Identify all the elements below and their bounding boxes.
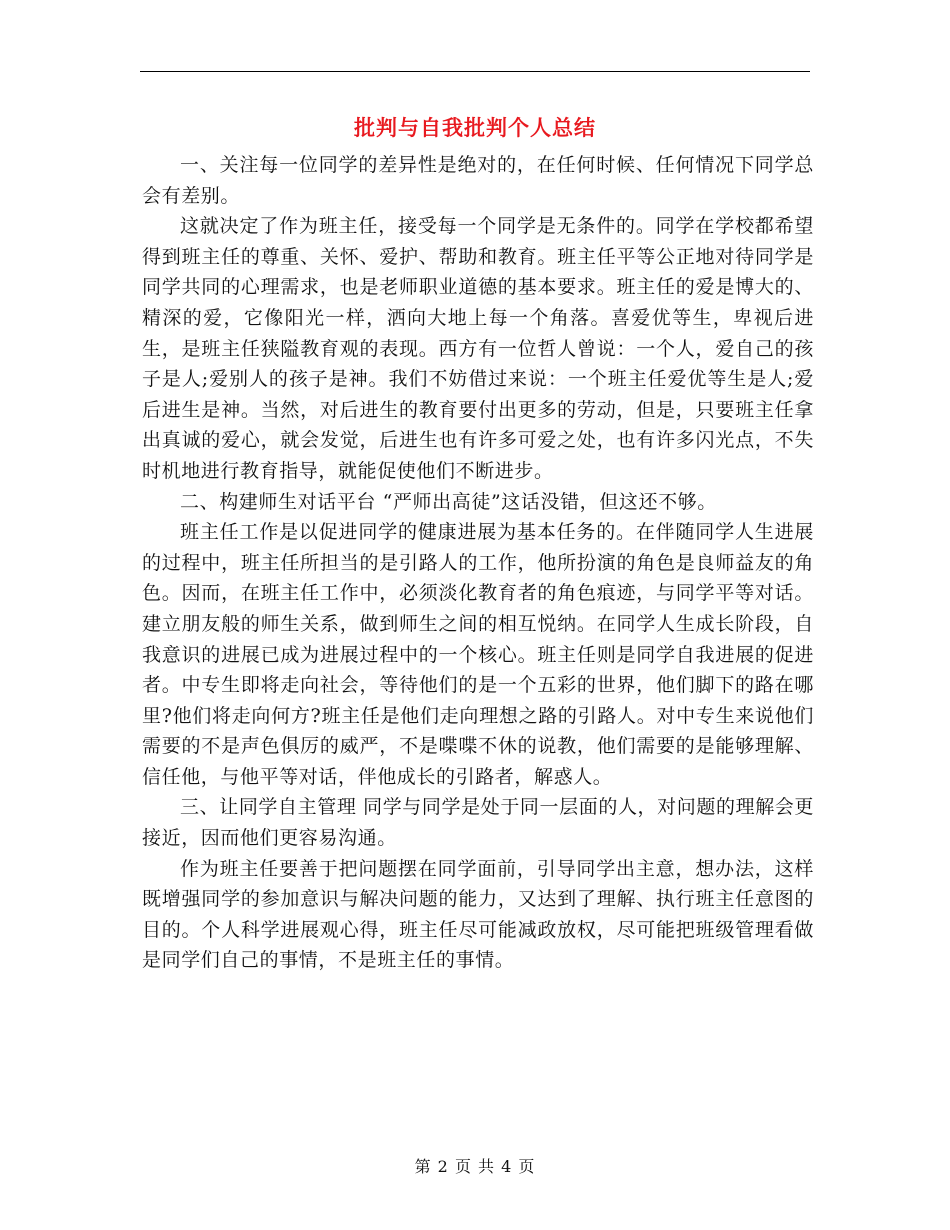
paragraph-5: 三、让同学自主管理 同学与同学是处于同一层面的人，对问题的理解会更接近，因而他们更容易沟通。 <box>142 796 814 850</box>
document-title: 批判与自我批判个人总结 <box>354 115 596 140</box>
document-body <box>142 150 814 976</box>
paragraph-2: 这就决定了作为班主任，接受每一个同学是无条件的。同学在学校都希望得到班主任的尊重、关怀、爱护、帮助和教育。班主任平等公正地对待同学是同学共同的心理需求，也是老师职业道德的基本要求。班主任的爱是博大的、精深的爱，它像阳光一样，洒向大地上每一个角落。喜爱优等生，卑视后进生，是班主任狭隘教育观的表现。西方有一位哲人曾说：一个人，爱自己的孩子是人;爱别人的孩子是神。我们不妨借过来说：一个班主任爱优等生是人;爱后进生是神。当然，对后进生的教育要付出更多的劳动，但是，只要班主任拿出真诚的爱心，就会发觉，后进生也有许多可爱之处，也有许多闪光点，不失时机地进行教育指导，就能促使他们不断进步。 <box>142 215 814 482</box>
paragraph-3: 二、构建师生对话平台 “严师出高徒”这话没错，但这还不够。 <box>180 490 717 513</box>
paragraph-6: 作为班主任要善于把问题摆在同学面前，引导同学出主意，想办法，这样既增强同学的参加意识与解决问题的能力，又达到了理解、执行班主任意图的目的。个人科学进展观心得，班主任尽可能减政放权，尽可能把班级管理看做是同学们自己的事情，不是班主任的事情。 <box>142 857 814 972</box>
page-number: 第 2 页 共 4 页 <box>414 1157 536 1176</box>
header-rule <box>140 71 810 72</box>
paragraph-1: 一、关注每一位同学的差异性是绝对的，在任何时候、任何情况下同学总会有差别。 <box>142 154 814 207</box>
paragraph-4: 班主任工作是以促进同学的健康进展为基本任务的。在伴随同学人生进展的过程中，班主任所担当的是引路人的工作，他所扮演的角色是良师益友的角色。因而，在班主任工作中，必须淡化教育者的角色痕迹，与同学平等对话。建立朋友般的师生关系，做到师生之间的相互悦纳。在同学人生成长阶段，自我意识的进展已成为进展过程中的一个核心。班主任则是同学自我进展的促进者。中专生即将走向社会，等待他们的是一个五彩的世界，他们脚下的路在哪里?他们将走向何方?班主任是他们走向理想之路的引路人。对中专生来说他们需要的不是声色俱厉的威严，不是喋喋不休的说教，他们需要的是能够理解、信任他，与他平等对话，伴他成长的引路者，解惑人。 <box>142 521 814 788</box>
